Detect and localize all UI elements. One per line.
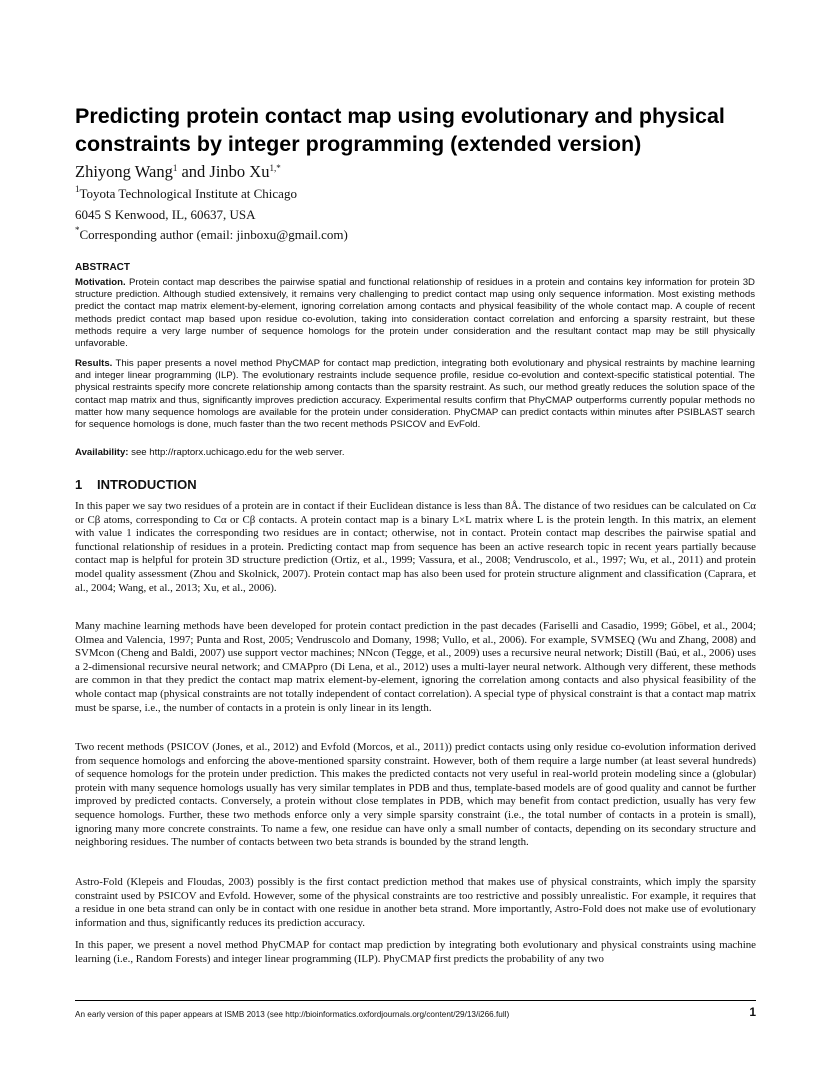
author-line — [75, 161, 765, 183]
corresponding-author: *Corresponding author (email: jinboxu@gmail.com) — [75, 225, 348, 242]
intro-paragraph-4: Astro-Fold (Klepeis and Floudas, 2003) possibly is the first contact prediction method that makes use of physical constraints, which imply the sparsity constraint used by PSICOV and Evfold. However, some of the physical constraints are too restrictive and possibly unrealistic. For example, it requires that a residue in one beta strand can only be in contact with one residue in another beta strand. More importantly, Astro-Fold does not make use of evolutionary information and thus, significantly reduces its prediction accuracy. — [75, 876, 756, 929]
abstract-availability: Availability: see http://raptorx.uchicago.edu for the web server. — [75, 447, 345, 458]
author-name: Zhiyong Wang — [75, 162, 173, 181]
abstract-heading: ABSTRACT — [75, 262, 130, 273]
intro-paragraph-1: In this paper we say two residues of a protein are in contact if their Euclidean distance is less than 8Å. The distance of two residues can be calculated on Cα or Cβ atoms, corresponding to Cα or Cβ contacts. A protein contact map is a binary L×L matrix where L is the protein length. In this matrix, an element with value 1 indicates the corresponding two residues are in contact; otherwise, not in contact. Protein contact map describes the pairwise spatial and functional relationship of residues in a protein. Predicting contact map from sequence has been an active research topic in recent years partially because contact map is helpful for protein 3D structure prediction (Ortiz, et al., 1999; Vassura, et al., 2008; Vendruscolo, et al., 1997; Wu, et al., 2011) and protein model quality assessment (Zhou and Skolnick, 2007). Protein contact map has also been used for protein structure alignment and classification (Caprara, et al., 2004; Wang, et al., 2013; Xu, et al., 2006). — [75, 500, 756, 594]
footer-divider — [75, 1000, 756, 1001]
intro-paragraph-2: Many machine learning methods have been developed for protein contact prediction in the past decades (Fariselli and Casadio, 1999; Göbel, et al., 2004; Olmea and Valencia, 1997; Punta and Rost, 2005; Vendruscolo and Domany, 1998; Vullo, et al., 2006). For example, SVMSEQ (Wu and Zhang, 2008) and SVMcon (Cheng and Baldi, 2007) use support vector machines; NNcon (Tegge, et al., 2009) uses a recursive neural network; Distill (Baú, et al., 2006) uses a 2-dimensional recursive neural network; and CMAPpro (Di Lena, et al., 2012) uses a multi-layer neural network. Although very different, these methods are common in that they predict the contact map matrix element-by-element, ignoring the correlation among contacts and also physical feasibility of the whole contact map (physical constraints are not totally independent of contact correlation). A special type of physical constraint is that a contact map matrix must be sparse, i.e., the number of contacts in a protein is only linear in its length. — [75, 620, 756, 714]
section-number: 1 — [75, 477, 83, 492]
footnote: An early version of this paper appears at ISMB 2013 (see http://bioinformatics.oxfordjournals.org/content/29/13/i266.full) — [75, 1010, 510, 1019]
author-affiliation-mark: 1 — [172, 163, 178, 173]
author-name: Jinbo Xu — [209, 162, 270, 181]
availability-label: Availability: — [75, 447, 129, 458]
author-affiliation-mark: 1,* — [269, 163, 281, 173]
intro-paragraph-5: In this paper, we present a novel method PhyCMAP for contact map prediction by integrating both evolutionary and physical constraints using machine learning (i.e., Random Forests) and integer linear programming (ILP). PhyCMAP first predicts the probability of any two — [75, 939, 756, 965]
intro-paragraph-3: Two recent methods (PSICOV (Jones, et al., 2012) and Evfold (Morcos, et al., 2011)) predict contacts using only residue co-evolution information derived from sequence homologs and enforcing the above-mentioned sparsity constraint. However, both of them require a large number (at least several hundreds) of sequence homologs for the protein under prediction. This makes the predicted contacts not very useful in real-world protein modeling since a (globular) protein with many sequence homologs usually has very similar templates in PDB and thus, template-based models are of good quality and cannot be further improved by predicted contacts. Conversely, a protein without close templates in PDB, which may benefit from contact prediction, usually has very few sequence homologs. Further, these two methods enforce only a very simple sparsity constraint (i.e., the total number of contacts in a protein is small), ignoring many more concrete constraints. To name a few, one residue can have only a small number of contacts, depending on its secondary structure and neighboring residues. The number of contacts between two beta strands is bounded by the strand length. — [75, 741, 756, 849]
paper-title: Predicting protein contact map using evolutionary and physical constraints by integer programming (extended version) — [75, 104, 725, 156]
affiliation-institution: $^1$Toyota Technological Institute at Chicago — [75, 184, 297, 201]
motivation-label: Motivation. — [75, 277, 126, 288]
corresponding-mark: * — [75, 225, 80, 235]
results-label: Results. — [75, 358, 113, 369]
section-title: INTRODUCTION — [97, 477, 197, 492]
abstract-results: Results. This paper presents a novel method PhyCMAP for contact map prediction, integrating both evolutionary and physical restraints by machine learning and integer linear programming (ILP). The evolutionary restraints include sequence profile, residue co-evolution and context-specific statistical potential. The physical restraints specify more concrete relationship among contacts than the sparsity restraint. As such, our method greatly reduces the solution space of the contact map matrix and thus, significantly improves prediction accuracy. Experimental results confirm that PhyCMAP outperforms currently popular methods no matter how many sequence homologs are available for the protein under consideration. PhyCMAP can predict contacts within minutes after PSIBLAST search for sequence homologs is done, much faster than the two recent methods PSICOV and EvFold. — [75, 358, 755, 431]
page-number: 1 — [749, 1005, 756, 1019]
affiliation-mark: 1 — [75, 184, 80, 194]
affiliation-address: 6045 S Kenwood, IL, 60637, USA — [75, 207, 256, 222]
section-heading-introduction — [75, 477, 197, 493]
abstract-motivation: Motivation. Protein contact map describes the pairwise spatial and functional relationship of residues in a protein and contains key information for protein 3D structure prediction. Although studied extensively, it remains very challenging to predict contact map using only sequence information. Most existing methods predict the contact map matrix element-by-element, ignoring correlation among contacts and physical feasibility of the whole contact map. A couple of recent methods predict contact map based upon residue co-evolution, taking into consideration contact correlation and enforcing a sparsity restraint, but these methods require a very large number of sequence homologs for the protein under consideration and the resultant contact map may be still physically unfavorable. — [75, 277, 755, 350]
author-conjunction: and — [177, 162, 210, 181]
